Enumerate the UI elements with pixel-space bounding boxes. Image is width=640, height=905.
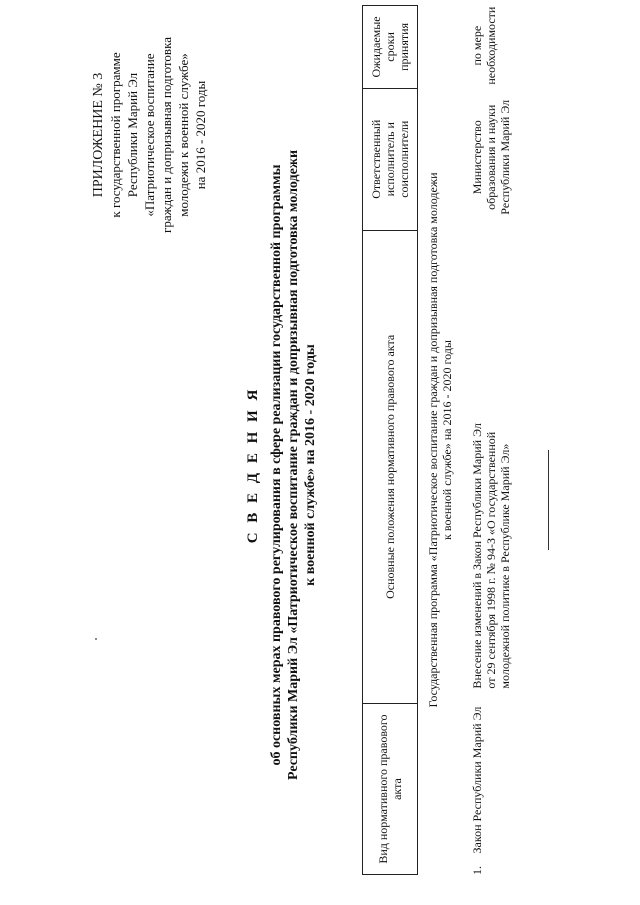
- row-date-line: по мере: [470, 25, 484, 66]
- row-date-line: необходимости: [484, 6, 498, 85]
- section-heading: [408, 5, 470, 875]
- row-exec-line: Министерство: [470, 120, 484, 195]
- header-main: Основные положения нормативного правового акта: [363, 230, 418, 704]
- annex-line: на 2016 - 2020 годы: [193, 80, 208, 190]
- header-date-line: принятия: [397, 22, 411, 71]
- table-body: [408, 5, 512, 875]
- header-date-line: сроки: [383, 32, 397, 62]
- section-heading-line: Государственная программа «Патриотическое воспитание граждан и допризывная подготовка молодежи: [426, 172, 440, 708]
- annex-line: Республики Марий Эл: [125, 72, 140, 198]
- title-subtitle-line: к военной службе» на 2016 - 2020 годы: [303, 344, 318, 586]
- title-main: С В Е Д Е Н И Я: [245, 386, 261, 544]
- header-date-line: Ожидаемые: [369, 16, 383, 78]
- section-heading-line: к военной службе» на 2016 - 2020 годы: [440, 340, 454, 540]
- annex-line: «Патриотическое воспитание: [142, 53, 157, 217]
- title-subtitle-line: Республики Марий Эл «Патриотическое воспитание граждан и допризывная подготовка молодежи: [286, 149, 301, 781]
- row-main-line: молодежной политике в Республике Марий Эл»: [498, 443, 512, 689]
- row-deadline: [470, 5, 498, 86]
- annex-block: [90, 15, 209, 255]
- annex-line: молодежи к военной службе»: [176, 53, 191, 217]
- title-subtitle-line: об основных мерах правового регулирования в сфере реализации государственной программы: [269, 164, 284, 766]
- header-exec-line: Ответственный: [369, 119, 383, 199]
- row-exec-line: образования и науки: [484, 104, 498, 210]
- row-main-line: Внесение изменений в Закон Республики Марий Эл: [470, 423, 484, 689]
- closing-separator-line: [548, 450, 549, 550]
- row-main-provisions: [470, 228, 512, 706]
- row-main-line: от 29 сентября 1998 г. № 94-З «О государственной: [484, 431, 498, 689]
- header-exec-line: исполнитель и: [383, 122, 397, 197]
- row-exec-line: Республики Марий Эл: [498, 99, 512, 215]
- header-kind-line: акта: [390, 778, 404, 800]
- annex-title: ПРИЛОЖЕНИЕ № 3: [91, 72, 106, 198]
- row-executor: [470, 86, 512, 228]
- document-title: [245, 85, 319, 845]
- row-number: 1.: [470, 866, 484, 875]
- annex-line: граждан и допризывная подготовка: [159, 37, 174, 233]
- header-exec-line: соисполнители: [397, 120, 411, 198]
- annex-line: к государственной программе: [108, 52, 123, 218]
- row-kind: Закон Республики Марий Эл: [470, 706, 484, 854]
- scan-speck: [95, 638, 97, 640]
- header-kind-line: Вид нормативного правового: [376, 714, 390, 864]
- table-row: [470, 5, 512, 875]
